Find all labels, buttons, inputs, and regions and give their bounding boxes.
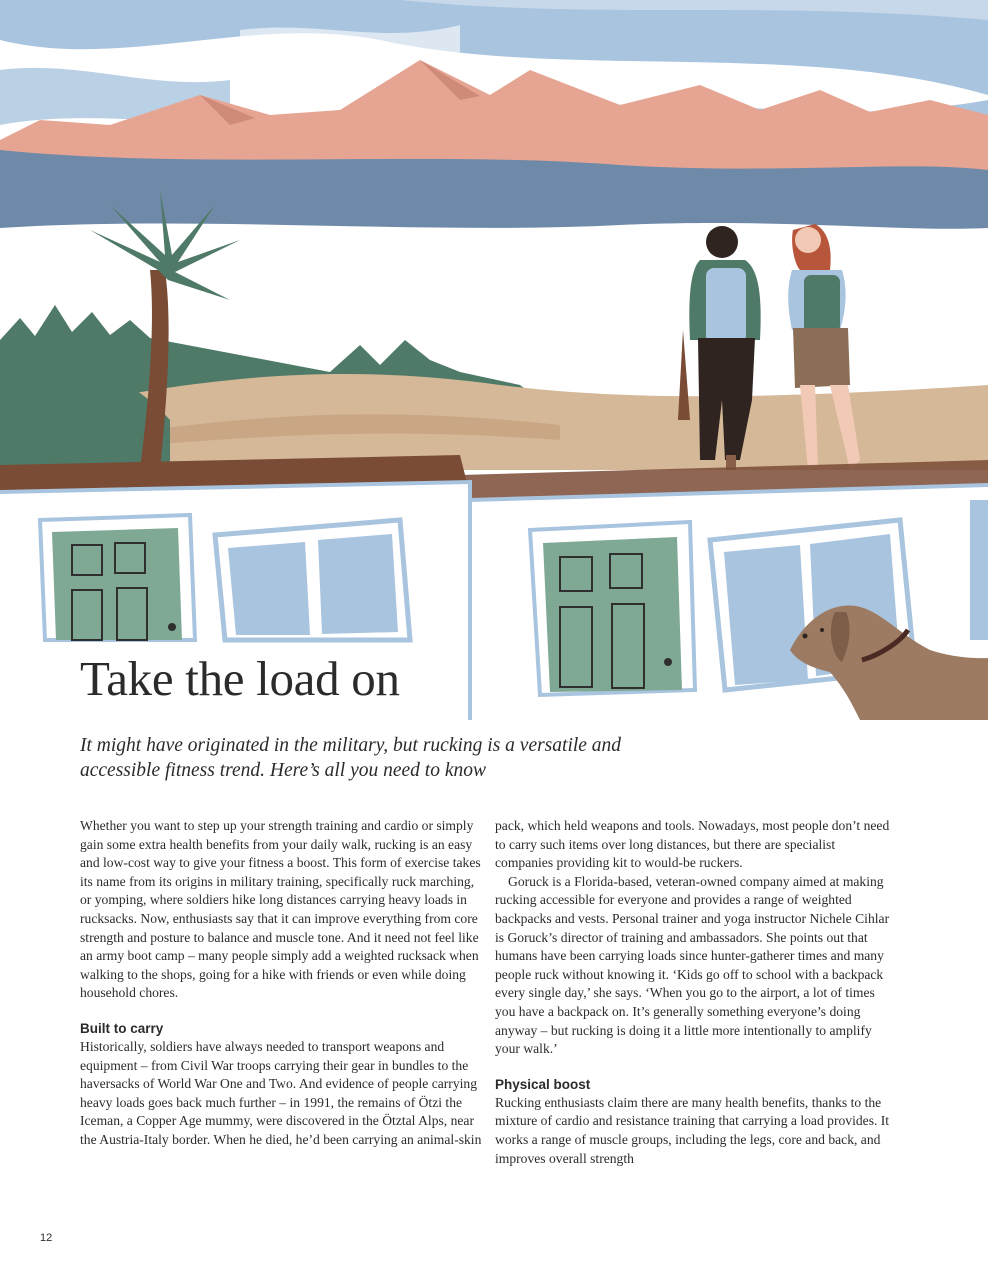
body-paragraph: Goruck is a Florida-based, veteran-owned company aimed at making rucking accessible for everyone and provides a range of weighted backpacks and vests. Personal trainer and yoga instructor Nichele Cihlar is Goruck’s director of training and ambassadors. She points out that humans have been carrying loads since hunter-gatherer times and many people ruck without knowing it. ‘Kids go off to school with a backpack every single day,’ she says. ‘When you go to the airport, a lot of times you have a backpack on. It’s generally something everyone’s doing anyway – but rucking is doing it a little more intentionally to amplify your walk.’ <box>495 873 890 1057</box>
door <box>530 522 695 695</box>
subhead-physical-boost: Physical boost <box>495 1076 591 1092</box>
door <box>40 515 195 640</box>
window <box>215 520 410 640</box>
body-paragraph: Rucking enthusiasts claim there are many health benefits, thanks to the mixture of cardio and resistance training that carrying a load provides. It works a range of muscle groups, including the legs, core and back, and improves overall strength <box>495 1094 890 1166</box>
left-column <box>80 817 485 1150</box>
page-number: 12 <box>40 1232 53 1244</box>
article-title: Take the load on <box>80 651 400 706</box>
right-column <box>495 817 895 1168</box>
intro-paragraph: Whether you want to step up your strength training and cardio or simply gain some extra health benefits from your daily walk, rucking is an easy and low-cost way to give your fitness a boost. This form of exercise takes its name from its origins in military training, specifically ruck marching, or yomping, where soldiers hike long distances carrying heavy loads in rucksacks. Now, enthusiasts say that it can improve everything from core strength and posture to balance and muscle tone. And it need not feel like an army boot camp – many people simply add a weighted rucksack when walking to the shops, going for a hike with friends or even while doing household chores. <box>80 818 481 1001</box>
body-paragraph: Historically, soldiers have always needed to transport weapons and equipment – from Civil War troops carrying their gear in bundles to the haversacks of World War One and Two. And evidence of people carrying heavy loads goes back much further – in 1991, the remains of Ötzi the Iceman, a Copper Age mummy, were discovered in the Ötztal Alps, near the Austria-Italy border. When he died, he’d been carrying an animal-skin <box>80 1038 482 1147</box>
body-paragraph: pack, which held weapons and tools. Nowadays, most people don’t need to carry such items over long distances, but there are specialist companies providing kit to would-be ruckers. <box>495 818 890 871</box>
subhead-built-to-carry: Built to carry <box>80 1020 164 1036</box>
article-standfirst: It might have originated in the military, but rucking is a versatile and accessible fitness trend. Here’s all you need to know <box>80 735 622 781</box>
